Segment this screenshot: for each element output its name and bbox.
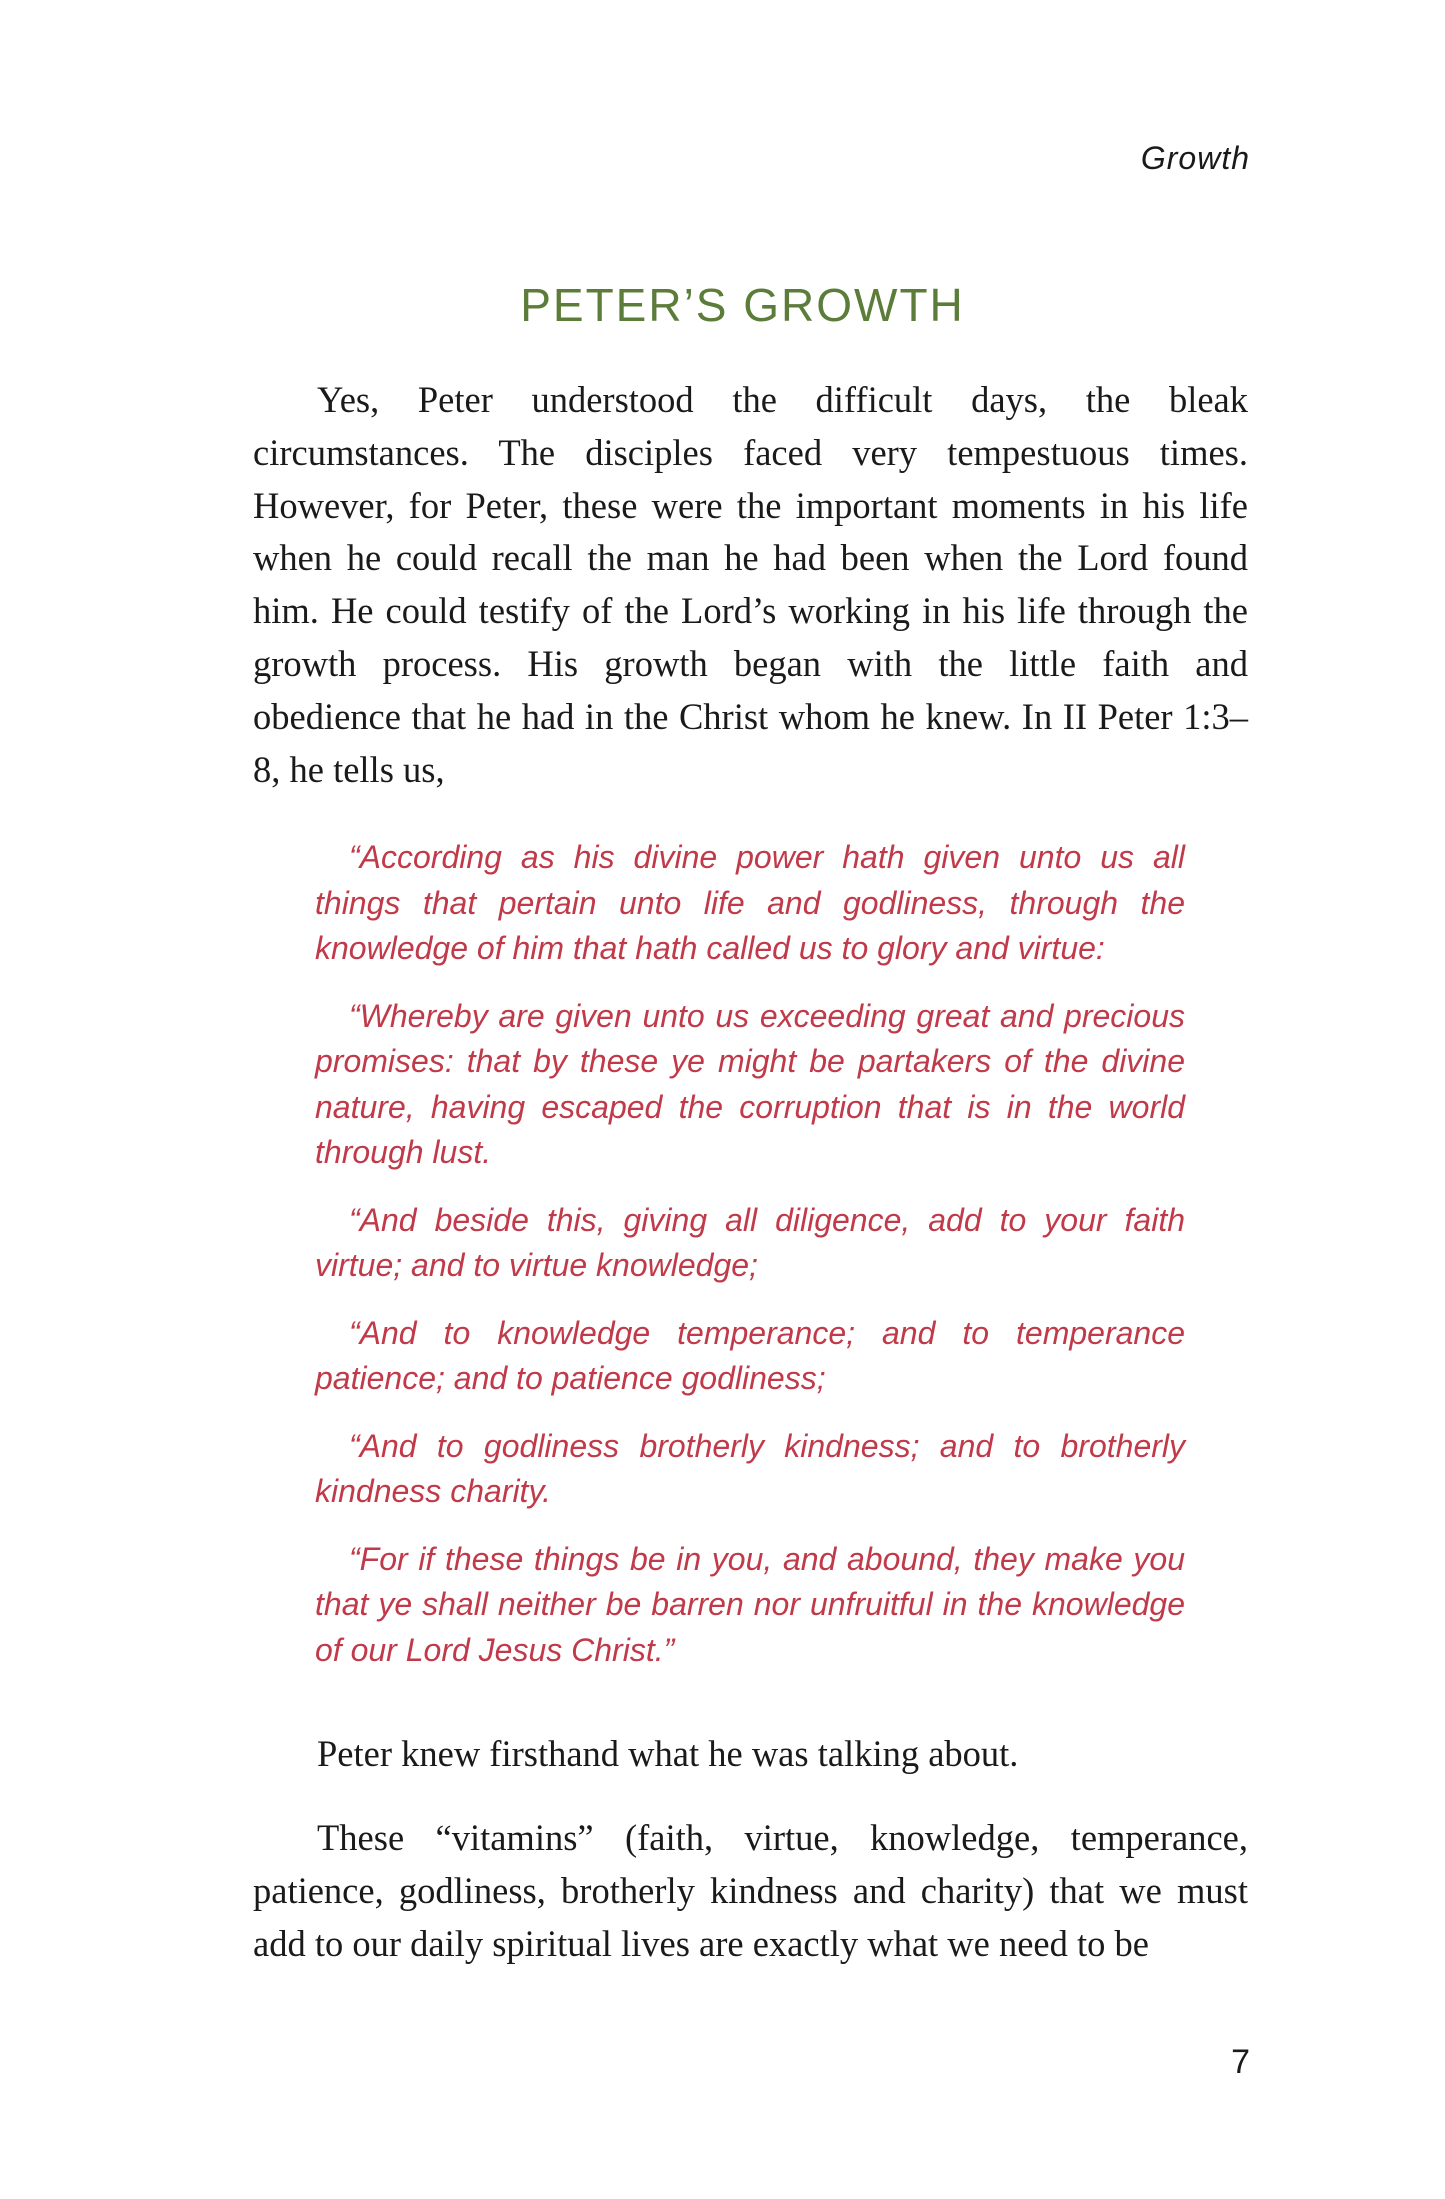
scripture-verse: “Whereby are given unto us exceeding great and precious promises: that by these ye might be partakers of the divine nature, having escaped the corruption that is in the world through lust. xyxy=(315,997,1185,1170)
body-paragraph-vitamins: These “vitamins” (faith, virtue, knowledge, temperance, patience, godliness, brotherly kindness and charity) that we must add to our daily spiritual lives are exactly what we need to be xyxy=(253,1817,1248,1964)
scripture-verse: “And beside this, giving all diligence, add to your faith virtue; and to virtue knowledge; xyxy=(315,1201,1185,1283)
page-number: 7 xyxy=(1231,2043,1250,2081)
scripture-verse: “According as his divine power hath given unto us all things that pertain unto life and godliness, through the knowledge of him that hath called us to glory and virtue: xyxy=(315,839,1185,966)
scripture-verse: “And to knowledge temperance; and to temperance patience; and to patience godliness; xyxy=(315,1314,1185,1396)
scripture-quote-block xyxy=(315,835,1185,1695)
body-paragraph-firsthand: Peter knew firsthand what he was talking about. xyxy=(317,1733,1019,1774)
scripture-verse: “And to godliness brotherly kindness; and to brotherly kindness charity. xyxy=(315,1427,1185,1509)
body-paragraph-intro: Yes, Peter understood the difficult days, the bleak circumstances. The disciples faced very tempestuous times. However, for Peter, these were the important moments in his life when he could recall the man he had been when the Lord found him. He could testify of the Lord’s working in his life through the growth process. His growth began with the little faith and obedience that he had in the Christ whom he knew. In II Peter 1:3–8, he tells us, xyxy=(253,379,1248,790)
chapter-title: PETER’S GROWTH xyxy=(520,279,965,331)
scripture-verse: “For if these things be in you, and abound, they make you that ye shall neither be barren nor unfruitful in the knowledge of our Lord Jesus Christ.” xyxy=(315,1540,1185,1668)
running-header: Growth xyxy=(1140,140,1250,176)
